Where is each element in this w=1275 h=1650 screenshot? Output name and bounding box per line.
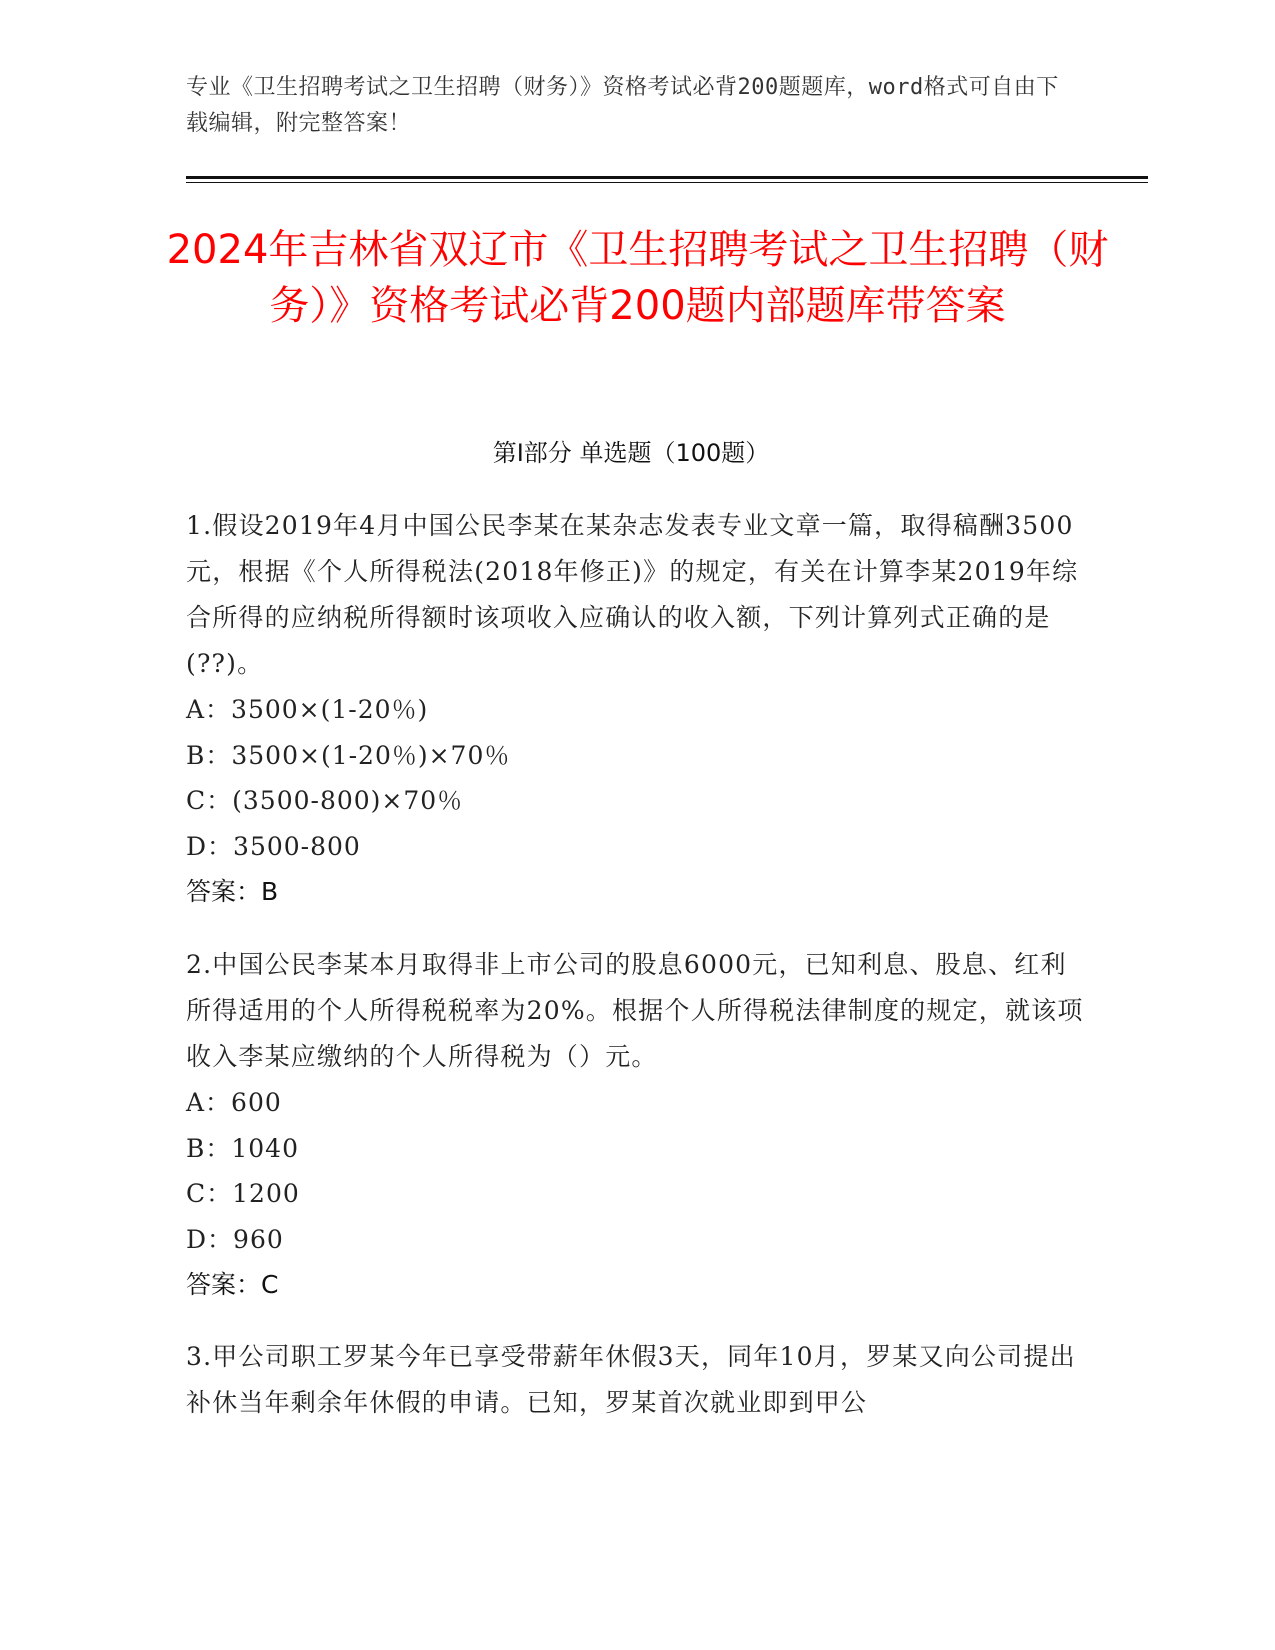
header-note: 专业《卫生招聘考试之卫生招聘（财务）》资格考试必背200题题库，word格式可自由下载编辑，附完整答案！ <box>186 75 1059 136</box>
option-b: B：3500×(1-20％)×70％ <box>186 740 511 770</box>
answer: 答案：C <box>186 1270 279 1299</box>
option-b: B：1040 <box>186 1133 299 1163</box>
header-divider-thick <box>186 176 1148 179</box>
option-c: C：1200 <box>186 1179 300 1208</box>
section-title: 第I部分 单选题（100题） <box>492 439 770 467</box>
option-d: D：960 <box>186 1224 284 1254</box>
answer: 答案：B <box>186 877 279 906</box>
question-stem: 2.中国公民李某本月取得非上市公司的股息6000元，已知利息、股息、红利所得适用的个人所得税税率为20%。根据个人所得税法律制度的规定，就该项收入李某应缴纳的个人所得税为（）元。 <box>186 950 1084 1071</box>
option-a: A：600 <box>186 1088 282 1117</box>
document-title: 2024年吉林省双辽市《卫生招聘考试之卫生招聘（财务）》资格考试必背200题内部题库带答案 <box>166 227 1109 329</box>
question-1 <box>186 503 1086 915</box>
header-divider-thin <box>186 182 1148 183</box>
question-3 <box>186 1334 1086 1426</box>
option-a: A：3500×(1-20％) <box>186 695 429 724</box>
option-d: D：3500-800 <box>186 831 361 861</box>
question-stem: 3.甲公司职工罗某今年已享受带薪年休假3天，同年10月，罗某又向公司提出补休当年剩余年休假的申请。已知，罗某首次就业即到甲公 <box>186 1342 1076 1417</box>
question-2 <box>186 942 1086 1308</box>
option-c: C：(3500-800)×70％ <box>186 786 464 815</box>
question-stem: 1.假设2019年4月中国公民李某在某杂志发表专业文章一篇，取得稿酬3500元，根据《个人所得税法(2018年修正)》的规定，有关在计算李某2019年综合所得的应纳税所得额时该项收入应确认的收入额，下列计算列式正确的是(??)。 <box>186 511 1079 678</box>
